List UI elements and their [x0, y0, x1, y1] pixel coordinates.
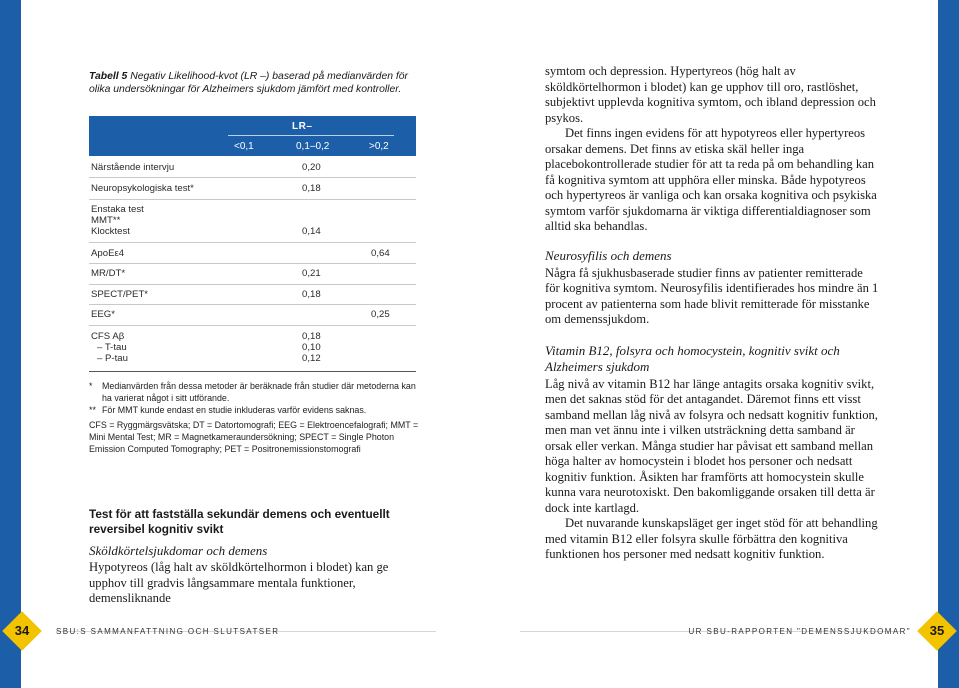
- table-cell-value: 0,18: [302, 331, 321, 342]
- table-row-label: Närstående intervju: [91, 162, 175, 173]
- table-row-label: SPECT/PET*: [91, 289, 149, 300]
- table-row-label: – P-tau: [97, 353, 128, 364]
- table-header-col2: 0,1–0,2: [296, 141, 330, 152]
- heading-neurosyphilis: Neurosyfilis och demens: [545, 247, 672, 263]
- table-row-label: Klocktest: [91, 226, 130, 237]
- table-note: [89, 404, 419, 416]
- table-row-label: MMT**: [91, 215, 121, 226]
- footer-right-text: UR SBU-RAPPORTEN "DEMENSSJUKDOMAR": [688, 627, 911, 636]
- table-row-label: – T-tau: [97, 342, 127, 353]
- left-edge-bar: [0, 0, 21, 688]
- page-number-right: [918, 612, 956, 650]
- table-row-label: Neuropsykologiska test*: [91, 183, 194, 194]
- note-mark: *: [89, 381, 93, 391]
- table-cell-value: 0,14: [302, 226, 321, 237]
- note-mark: **: [89, 405, 96, 415]
- right-paragraph-1: symtom och depression. Hypertyreos (hög halt av sköldkörtelhormon i blodet) kan ge upphov till oro, rastlöshet, subjektivt upplevda kognitiva symtom, och ibland depression och psykos.: [545, 64, 876, 125]
- table-divider: [89, 304, 416, 305]
- note-text: Medianvärden från dessa metoder är beräknade från studier där metoderna kan ha varierat något i sitt utförande.: [102, 381, 416, 403]
- table-header-col3: >0,2: [369, 141, 389, 152]
- table-row-label: EEG*: [91, 309, 115, 320]
- page-number-text: 34: [14, 623, 30, 638]
- table-notes: [89, 380, 419, 455]
- right-column: [545, 64, 880, 563]
- table-caption: [89, 70, 419, 96]
- table-header: [89, 116, 416, 156]
- heading-vitamin-b12: Vitamin B12, folsyra och homocystein, kognitiv svikt och Alzheimers sjukdom: [545, 342, 840, 374]
- table-cell-value: 0,20: [302, 162, 321, 173]
- table-cell-value: 0,21: [302, 268, 321, 279]
- table-caption-text: Negativ Likelihood-kvot (LR –) baserad på medianvärden för olika undersökningar för Alzheimers sjukdom jämfört med kontroller.: [89, 71, 409, 95]
- table-divider: [89, 263, 416, 264]
- right-paragraph-5: Det nuvarande kunskapsläget ger inget stöd för att behandling med vitamin B12 eller folsyra skulle förbättra den kognitiva funktionen hos personer med nedsatt kognitiv funktion.: [545, 516, 878, 561]
- page-number-text: 35: [929, 623, 945, 638]
- left-body-text: Hypotyreos (låg halt av sköldkörtelhormon i blodet) kan ge upphov till gradvis långsammare mentala funktioner, demensliknande: [89, 560, 389, 606]
- table-row-label: CFS Aβ: [91, 331, 125, 342]
- table-row-label: ApoEε4: [91, 248, 125, 259]
- table-row-label: MR/DT*: [91, 268, 126, 279]
- right-paragraph-2: Det finns ingen evidens för att hypotyreos eller hypertyreos orsakar demens. Det finns av etiska skäl heller inga placebokontrollerade studier för att ta reda på om behandling kan få kognitiva symtom att upphöra eller minska. Både hypotyreos och hypertyreos är vanliga och kan orsaka kognitiva och psykiska symtom varför sjukdomarna är viktiga differentialdiagnoser som alltid ska behandlas.: [545, 126, 877, 233]
- right-paragraph-3: Några få sjukhusbaserade studier finns av patienter remitterade för kognitiva symtom. Neurosyfilis identifierades hos mindre än 1 procent av patienterna som hade blivit remitterade för misstanke om demenssjukdom.: [545, 265, 879, 326]
- right-paragraph-4: Låg nivå av vitamin B12 har länge antagits orsaka kognitiv svikt, men det saknas stöd för det antagandet. Däremot finns ett visst samband mellan låg nivå av folsyra och nedsatt kognitiv funktion, men man vet ännu inte i vilken utsträckning detta samband är orsak eller verkan. Många studier har påvisat ett samband mellan höga halter av homocystein i blodet hos personer och nedsatt kognitiv funktion. Åsikten har framförts att homocystein skulle kunna vara neurotoxiskt. Den bakomliggande orsaken till detta är dock inte kartlagd.: [545, 376, 878, 515]
- table-note: [89, 380, 419, 404]
- table-cell-value: 0,12: [302, 353, 321, 364]
- table-header-divider: [228, 135, 394, 136]
- table-abbreviations: CFS = Ryggmärgsvätska; DT = Datortomografi; EEG = Elektroencefalografi; MMT = Mini Mental Test; MR = Magnetkameraundersökning; SPECT = Single Photon Emission Computed Tomography; PET = Positronemissionstomografi: [89, 420, 419, 454]
- subheading-thyroid: Sköldkörtelsjukdomar och demens: [89, 543, 268, 558]
- table-caption-label: Tabell 5: [89, 71, 128, 82]
- table-cell-value: 0,10: [302, 342, 321, 353]
- note-text: För MMT kunde endast en studie inkluderas varför evidens saknas.: [102, 405, 367, 415]
- table-header-col1: <0,1: [234, 141, 254, 152]
- page-number-left: [3, 612, 41, 650]
- table-divider: [89, 284, 416, 285]
- table-divider: [89, 177, 416, 178]
- footer-left-text: SBU:S SAMMANFATTNING OCH SLUTSATSER: [56, 627, 280, 636]
- table-divider: [89, 199, 416, 200]
- table-cell-value: 0,25: [371, 309, 390, 320]
- table-divider: [89, 325, 416, 326]
- table-bottom-rule: [89, 371, 416, 372]
- table-divider: [89, 242, 416, 243]
- table-header-group: LR–: [292, 121, 313, 132]
- table-cell-value: 0,18: [302, 289, 321, 300]
- section-heading: Test för att fastställa sekundär demens och eventuellt reversibel kognitiv svikt: [89, 507, 390, 536]
- table-row-label: Enstaka test: [91, 204, 144, 215]
- table-cell-value: 0,18: [302, 183, 321, 194]
- table-cell-value: 0,64: [371, 248, 390, 259]
- right-edge-bar: [938, 0, 959, 688]
